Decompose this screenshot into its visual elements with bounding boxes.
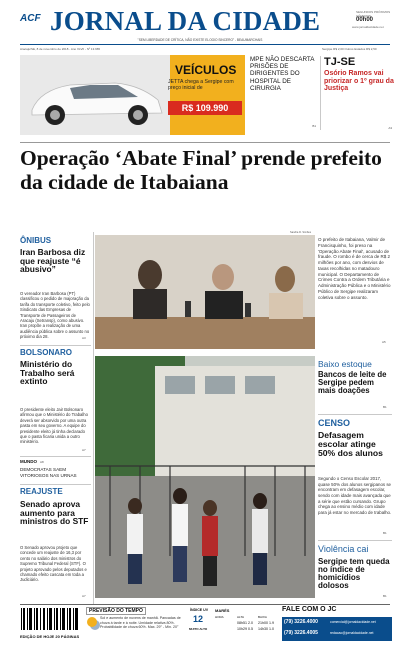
rule-2	[20, 456, 91, 457]
tjse-kicker: TJ-SE	[324, 56, 356, 68]
tide-label: MARÉS	[215, 608, 230, 613]
tide-value: 14h30 1.0	[258, 627, 274, 631]
reajuste-body: O Senado aprovou projeto que concede um reajuste de 16,3 por cento no salário dos ministros do Supremo Tribunal Federal (STF). O projeto aprovado pelos deputados e chamado efeito cascata em toda a Judiciário.	[20, 545, 87, 583]
logo: ACF	[20, 13, 41, 24]
phone-newsroom[interactable]: (79) 3226.4005	[284, 630, 318, 636]
rule-5	[318, 540, 392, 541]
ad-title: VEÍCULOS	[175, 63, 237, 77]
ad-price: R$ 109.990	[168, 101, 242, 115]
mpe-teaser[interactable]	[250, 56, 318, 132]
estoque-headline[interactable]: Bancos de leite de Sergipe pedem mais doações	[318, 370, 387, 395]
onibus-body: O vereador Iran Barbosa (PT) classificou o pedido de majoração da tarifa do transporte coletivo, feito pelo Sindicato das Empresas de Transporte de Passageiros de Aracaju (Setransp), como abusivo. Iran propõe a realização de uma audiência pública sobre o assunto no próximo dia 28.	[20, 291, 90, 339]
delivery-note: SEGUNDOS PRÓXIMOS GÊNEROS	[356, 10, 391, 18]
car-image	[20, 55, 170, 135]
censo-page: B1	[383, 531, 387, 535]
mundo-headline[interactable]: DEMOCRATAS SAEM VITORIOSOS NAS URNAS	[20, 467, 77, 478]
masthead-title: JORNAL DA CIDADE	[50, 6, 321, 36]
rule-1	[20, 345, 91, 346]
tide-value: 21h00 1.9	[258, 621, 274, 625]
phone-commercial[interactable]: (79) 3226.4000	[284, 619, 318, 625]
bolsonaro-body: O presidente eleito Jair Bolsonaro afirmou que o Ministério do Trabalho deverá ser absorvido por uma outra pasta em seu governo. A equipe do presidente eleito já tinha declarado que o pasta ficaria unida a outro ministério.	[20, 407, 88, 445]
tide-col-baixa: BAIXA	[258, 615, 267, 619]
reajuste-kicker: REAJUSTE	[20, 487, 63, 496]
censo-headline[interactable]: Defasagem escolar atinge 50% dos alunos	[318, 430, 383, 458]
rule-3	[20, 484, 91, 485]
weather-icon	[87, 617, 97, 627]
contact-title: FALE COM O JC	[282, 606, 337, 613]
dateline: Aracaju/SE, 8 de novembro de 2018 - Ano XLVII - Nº 13.965	[20, 47, 101, 51]
mundo-kicker: MUNDO	[20, 459, 37, 464]
price-line: Sergipe R$ 2,00 Outros Estados R$ 2,50	[322, 47, 377, 51]
onibus-headline[interactable]: Iran Barbosa diz que reajuste “é abusivo”	[20, 247, 86, 275]
weather-title: PREVISÃO DO TEMPO	[86, 607, 146, 615]
ad-text: JETTA chega a Sergipe com preço inicial de	[168, 79, 234, 92]
email-commercial[interactable]: comercial@jornaldacidade.net	[330, 620, 376, 624]
press-conference-photo	[95, 235, 315, 349]
footer-rule	[20, 604, 390, 605]
edition-pages: EDIÇÃO DE HOJE 20 PÁGINAS	[20, 634, 80, 639]
school-photo	[95, 356, 315, 598]
bolsonaro-page: A7	[82, 448, 86, 452]
mundo-page: A8	[40, 460, 44, 464]
bolsonaro-headline[interactable]: Ministério do Trabalho será extinto	[20, 359, 75, 387]
rule-4	[318, 414, 392, 415]
left-col-divider	[93, 232, 94, 604]
estoque-page: B1	[383, 405, 387, 409]
ad-banner[interactable]	[20, 55, 245, 135]
barcode-icon	[20, 608, 80, 630]
edition-time: 00h00	[356, 17, 374, 23]
onibus-page: A3	[82, 336, 86, 340]
tjse-text: Osório Ramos vai priorizar o 1º grau da Justiça	[324, 70, 394, 93]
site-url: www.jornaldacidade.net	[352, 25, 384, 29]
masthead-rule	[20, 44, 390, 45]
violencia-page: B1	[383, 594, 387, 598]
tjse-teaser[interactable]	[324, 56, 394, 132]
mpe-page: B1	[312, 124, 316, 128]
lead-body: O prefeito de Itabaiana, Valmir de Francisquinho, foi preso na 'Operação Abate Final', acusado de fraude. O rombo é de cerca de R$ 2 milhões por ano, com desvios de taxas recolhidas no matadouro municipal. O Departamento de Crimes Contra a Ordem Tributária e Administração Pública e o Ministério Público de Sergipe realizaram coletiva sobre o assunto.	[318, 237, 391, 300]
uv-label: ÍNDICE UV	[190, 608, 209, 612]
bolsonaro-kicker: BOLSONARO	[20, 348, 72, 357]
tide-col-hora: HORA	[215, 615, 224, 619]
mpe-text: MPE NÃO DESCARTA PRISÕES DE DIRIGENTES DO HOSPITAL DE CIRURGIA	[250, 56, 315, 92]
tide-col-alta: ALTA	[237, 615, 245, 619]
uv-desc: MUITO ALTO	[189, 627, 208, 631]
tide-value: 08h51 2.0	[237, 621, 253, 625]
onibus-kicker: ÔNIBUS	[20, 236, 52, 245]
photo-credit: Sandra D. Simões	[290, 231, 312, 234]
estoque-kicker: Baixo estoque	[318, 359, 372, 369]
tide-value: 10h29 0.5	[237, 627, 253, 631]
reajuste-headline[interactable]: Senado aprova aumento para ministros do STF	[20, 499, 89, 527]
censo-kicker: CENSO	[318, 418, 351, 428]
violencia-headline[interactable]: Sergipe tem queda no índice de homicídios dolosos	[318, 557, 390, 591]
weather-text: Sol e aumento de nuvens de manhã. Pancadas de chuva à tarde e à noite. Umidade relativa 80%. Probabilidade de chuva 60%. Max. 29° - Min. 20°	[100, 616, 181, 630]
lead-top-rule	[20, 142, 390, 143]
reajuste-page: A7	[82, 594, 86, 598]
lead-headline[interactable]: Operação ‘Abate Final’ prende prefeito da cidade de Itabaiana	[20, 146, 382, 194]
violencia-kicker: Violência cai	[318, 544, 369, 554]
tjse-page: A3	[388, 126, 392, 130]
motto: "SEM LIBERDADE DE CRÍTICA, NÃO EXISTE ELOGIO SINCERO" - BEAUMARCHAIS	[137, 38, 263, 42]
censo-body: Segundo o Censo Escolar 2017, quase 50% dos alunos sergipanos se encontram em defasagem escolar, sendo com idade mais avançada que a série que estão cursando. Grupo chega ao ensino médio com idade para já estar no mercado de trabalho.	[318, 476, 392, 515]
teaser-divider	[320, 56, 321, 130]
email-newsroom[interactable]: redacao@jornaldacidade.net	[330, 631, 374, 635]
lead-page: A5	[382, 340, 386, 344]
uv-value: 12	[193, 614, 204, 624]
